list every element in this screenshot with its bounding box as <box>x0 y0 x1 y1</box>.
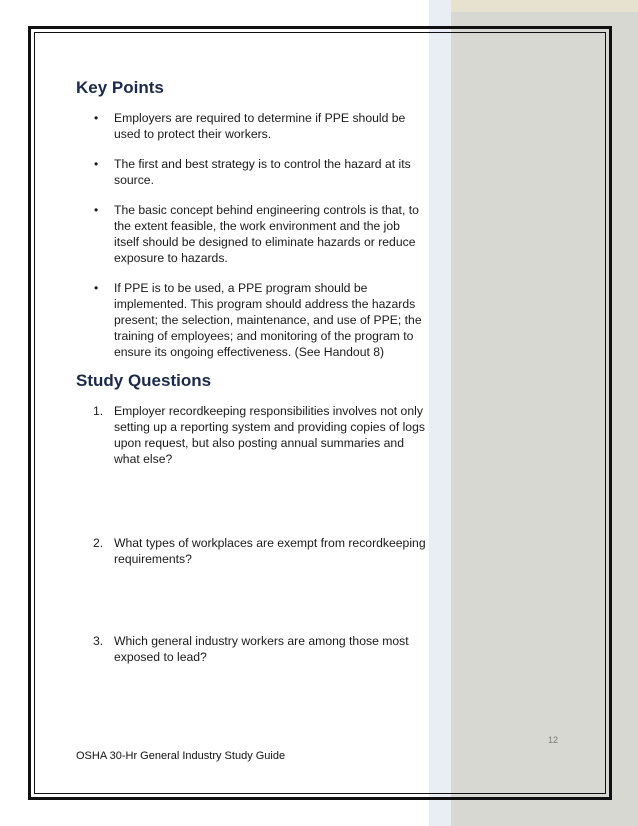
study-question-1 <box>78 403 426 467</box>
bullet-icon: • <box>94 203 99 217</box>
bullet-icon: • <box>94 157 99 171</box>
key-points-list <box>78 110 426 360</box>
key-point-text: The first and best strategy is to control the hazard at its source. <box>114 157 411 187</box>
question-text: Employer recordkeeping responsibilities involves not only setting up a reporting system and providing copies of logs upon request, but also posting annual summaries and what else? <box>114 404 425 466</box>
study-question-item <box>78 633 426 665</box>
study-question-3 <box>78 633 426 665</box>
question-number: 2. <box>93 536 104 550</box>
key-point-item <box>78 202 426 266</box>
bullet-icon: • <box>94 111 99 125</box>
key-point-text: The basic concept behind engineering controls is that, to the extent feasible, the work environment and the job itself should be designed to eliminate hazards or reduce exposure to hazards. <box>114 203 419 265</box>
study-question-item <box>78 403 426 467</box>
footer-text: OSHA 30-Hr General Industry Study Guide <box>76 750 286 762</box>
question-number: 1. <box>93 404 104 418</box>
key-point-item <box>78 110 426 142</box>
study-question-2 <box>78 535 426 567</box>
study-question-item <box>78 535 426 567</box>
side-panel-top-band <box>451 0 638 12</box>
question-text: What types of workplaces are exempt from recordkeeping requirements? <box>114 536 426 566</box>
key-point-text: Employers are required to determine if PPE should be used to protect their workers. <box>114 111 406 141</box>
key-point-item <box>78 280 426 360</box>
study-questions-heading: Study Questions <box>76 371 212 390</box>
key-points-heading: Key Points <box>76 78 164 97</box>
bullet-icon: • <box>94 281 99 295</box>
key-point-item <box>78 156 426 188</box>
key-point-text: If PPE is to be used, a PPE program should be implemented. This program should address the hazards present; the selection, maintenance, and use of PPE; the training of employees; and monitoring of the program to ensure its ongoing effectiveness. (See Handout 8) <box>114 281 422 359</box>
question-number: 3. <box>93 634 104 648</box>
question-text: Which general industry workers are among those most exposed to lead? <box>114 634 409 664</box>
page-number: 12 <box>548 735 559 745</box>
